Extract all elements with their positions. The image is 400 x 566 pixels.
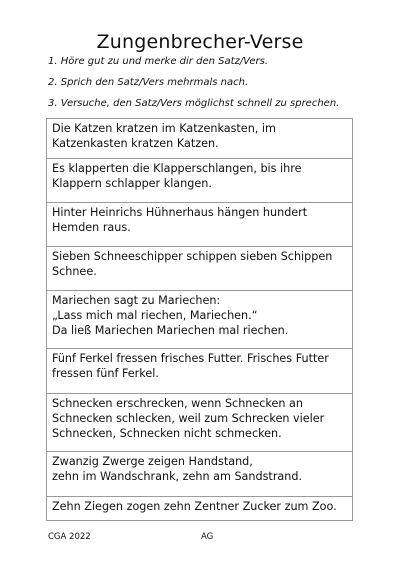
footer-initials: AG: [201, 532, 214, 542]
verse-cell: Hinter Heinrichs Hühnerhaus hängen hundert Hemden raus.: [47, 203, 353, 247]
verse-row: [47, 349, 353, 394]
verse-cell: Schnecken erschrecken, wenn Schnecken an Schnecken schlecken, weil zum Schrecken vieler Schnecken, Schnecken nicht schmecken.: [47, 394, 353, 452]
verse-row: [47, 159, 353, 203]
verse-row: [47, 247, 353, 291]
instruction-item: 3. Versuche, den Satz/Vers möglichst schnell zu sprechen.: [48, 98, 340, 109]
verse-cell: Es klapperten die Klapperschlangen, bis ihre Klappern schlapper klangen.: [47, 159, 353, 203]
verse-row: [47, 291, 353, 349]
instruction-item: 1. Höre gut zu und merke dir den Satz/Vers.: [48, 56, 269, 67]
verse-row: [47, 203, 353, 247]
verse-cell: Die Katzen kratzen im Katzenkasten, im Katzenkasten kratzen Katzen.: [47, 119, 353, 159]
verse-row: [47, 394, 353, 452]
verse-cell: Zehn Ziegen zogen zehn Zentner Zucker zum Zoo.: [47, 497, 353, 521]
verse-cell: Fünf Ferkel fressen frisches Futter. Frisches Futter fressen fünf Ferkel.: [47, 349, 353, 394]
verse-cell: Mariechen sagt zu Mariechen: „Lass mich mal riechen, Mariechen.“ Da ließ Mariechen Mariechen mal riechen.: [47, 291, 353, 349]
footer-copyright: CGA 2022: [48, 532, 91, 542]
verse-row: [47, 119, 353, 159]
page-title: Zungenbrecher-Verse: [96, 30, 304, 53]
verse-row: [47, 497, 353, 521]
verse-row: [47, 452, 353, 497]
instruction-list: [48, 56, 368, 119]
verse-cell: Zwanzig Zwerge zeigen Handstand, zehn im Wandschrank, zehn am Sandstrand.: [47, 452, 353, 497]
instruction-item: 2. Sprich den Satz/Vers mehrmals nach.: [48, 77, 249, 88]
verse-cell: Sieben Schneeschipper schippen sieben Schippen Schnee.: [47, 247, 353, 291]
verse-table: [46, 118, 353, 521]
